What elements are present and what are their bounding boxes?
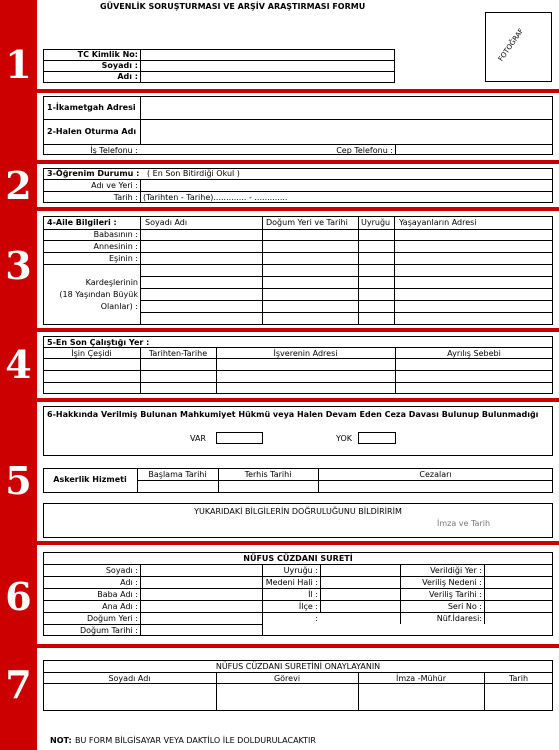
section-divider [37, 207, 559, 211]
conviction-yes-label: VAR [190, 434, 206, 443]
approval-col-role: Görevi [273, 674, 301, 683]
employment-col-reason: Ayrılış Sebebi [447, 349, 501, 358]
id-name-label: Adı : [120, 578, 138, 587]
section-divider [37, 644, 559, 648]
section-number-1: 1 [5, 42, 32, 87]
table-rule [395, 144, 396, 155]
approval-col-date: Tarih [508, 674, 529, 683]
family-col-address: Yaşayanların Adresi [399, 218, 477, 227]
id-issued-place-label: Verildiği Yer : [430, 566, 482, 575]
id-office-label: Nüf.İdaresi: [436, 614, 482, 623]
table-rule [140, 216, 141, 325]
military-col-start: Başlama Tarihi [148, 470, 207, 479]
education-label: 3-Öğrenim Durumu : [47, 169, 140, 178]
section-divider [37, 328, 559, 332]
conviction-title: 6-Hakkında Verilmiş Bulunan Mahkumiyet Hükmü veya Halen Devam Eden Ceza Davası Bulunup Bulunmadığı [47, 410, 539, 419]
table-rule [358, 216, 359, 325]
table-rule [43, 382, 553, 383]
note-label: NOT: [50, 736, 72, 745]
current-address-label: 2-Halen Oturma Adı [47, 127, 137, 136]
table-rule [140, 49, 141, 83]
approval-col-signature: İmza -Mühür [395, 674, 447, 683]
section-divider [37, 89, 559, 93]
siblings-label: Kardeşlerinin [85, 278, 138, 287]
military-col-discharge: Terhis Tarihi [244, 470, 292, 479]
section-number-5: 5 [5, 458, 32, 503]
id-issue-reason-label: Veriliş Nedeni : [422, 578, 482, 587]
tc-label: TC Kimlik No: [77, 50, 138, 59]
signature-date-label: İmza ve Tarih [437, 519, 491, 528]
table-rule [140, 276, 553, 277]
approval-col-name: Soyadı Adı [108, 674, 151, 683]
school-name-label: Adı ve Yeri : [91, 181, 138, 190]
conviction-no-label: YOK [336, 434, 352, 443]
id-copy-title: NÜFUS CÜZDANI SURETİ [243, 554, 353, 563]
note-text: BU FORM BİLGİSAYAR VEYA DAKTİLO İLE DOLDURULACAKTIR [75, 736, 316, 745]
id-marital-label: Medeni Hali : [265, 578, 318, 587]
section-number-2: 2 [5, 163, 32, 208]
spouse-label: Eşinin : [108, 254, 138, 263]
section-divider [37, 398, 559, 402]
table-rule [43, 264, 553, 265]
table-rule [43, 119, 553, 120]
photo-box [485, 12, 552, 82]
conviction-no-box[interactable] [358, 432, 396, 444]
employment-title: 5-En Son Çalıştığı Yer : [47, 338, 150, 347]
id-surname-label: Soyadı : [105, 566, 138, 575]
employment-col-dates: Tarihten-Tarihe [148, 349, 208, 358]
mother-label: Annesinin : [93, 242, 138, 251]
education-date-hint: (Tarihten - Tarihe)............. - ............. [143, 193, 288, 202]
family-col-name: Soyadı Adı [145, 218, 188, 227]
surname-label: Soyadı : [101, 61, 138, 70]
education-date-label: Tarih : [113, 193, 138, 202]
id-birthplace-label: Doğum Yeri : [86, 614, 138, 623]
employment-col-employer: İşverenin Adresi [273, 349, 338, 358]
table-rule [140, 288, 553, 289]
conviction-yes-box[interactable] [216, 432, 263, 444]
table-rule [140, 312, 553, 313]
section-number-3: 3 [5, 243, 32, 288]
form-title: GÜVENLİK SORUŞTURMASI VE ARŞİV ARAŞTIRMASI FORMU [100, 2, 366, 11]
id-blank-label: : [315, 614, 318, 623]
table-rule [394, 216, 395, 325]
siblings-label: (18 Yaşından Büyük [59, 290, 138, 299]
approval-title: NÜFUS CÜZDANI SURETİNİ ONAYLAYANIN [215, 662, 381, 671]
section-divider [37, 160, 559, 164]
declaration-text: YUKARIDAKİ BİLGİLERİN DOĞRULUĞUNU BİLDİRİRİM [194, 507, 402, 516]
section-number-6: 6 [5, 574, 32, 619]
id-province-label: İl : [308, 590, 318, 599]
family-col-birth: Doğum Yeri ve Tarihi [266, 218, 348, 227]
military-col-penalties: Cezaları [419, 470, 452, 479]
table-rule [140, 96, 141, 144]
id-birthdate-label: Doğum Tarihi : [79, 626, 138, 635]
family-title: 4-Aile Bilgileri : [47, 218, 117, 227]
residence-label: 1-İkametgah Adresi [47, 103, 136, 112]
siblings-label: Olanlar) : [100, 302, 138, 311]
work-phone-label: İş Telefonu : [90, 146, 138, 155]
section-number-7: 7 [5, 662, 32, 707]
id-nationality-label: Uyruğu : [283, 566, 318, 575]
table-rule [43, 370, 553, 371]
mobile-phone-label: Cep Telefonu : [336, 146, 393, 155]
table-rule [140, 564, 141, 636]
table-rule [262, 216, 263, 325]
table-rule [140, 300, 553, 301]
photo-label: FOTOĞRAF [496, 27, 526, 63]
employment-col-type: İşin Çeşidi [71, 349, 112, 358]
military-title: Askerlik Hizmeti [53, 475, 127, 484]
father-label: Babasının : [93, 230, 138, 239]
table-rule [137, 480, 553, 481]
id-serial-label: Seri No : [447, 602, 482, 611]
family-col-nationality: Uyruğu [361, 218, 391, 227]
table-rule [484, 564, 485, 624]
id-district-label: İlçe : [298, 602, 318, 611]
table-rule [320, 564, 321, 612]
education-hint: ( En Son Bitirdiği Okul ) [147, 169, 240, 178]
id-father-label: Baba Adı : [97, 590, 138, 599]
id-issue-date-label: Veriliş Tarihi : [429, 590, 482, 599]
section-number-4: 4 [5, 342, 32, 387]
section-divider [37, 541, 559, 545]
name-label: Adı : [117, 72, 138, 81]
id-mother-label: Ana Adı : [102, 602, 138, 611]
